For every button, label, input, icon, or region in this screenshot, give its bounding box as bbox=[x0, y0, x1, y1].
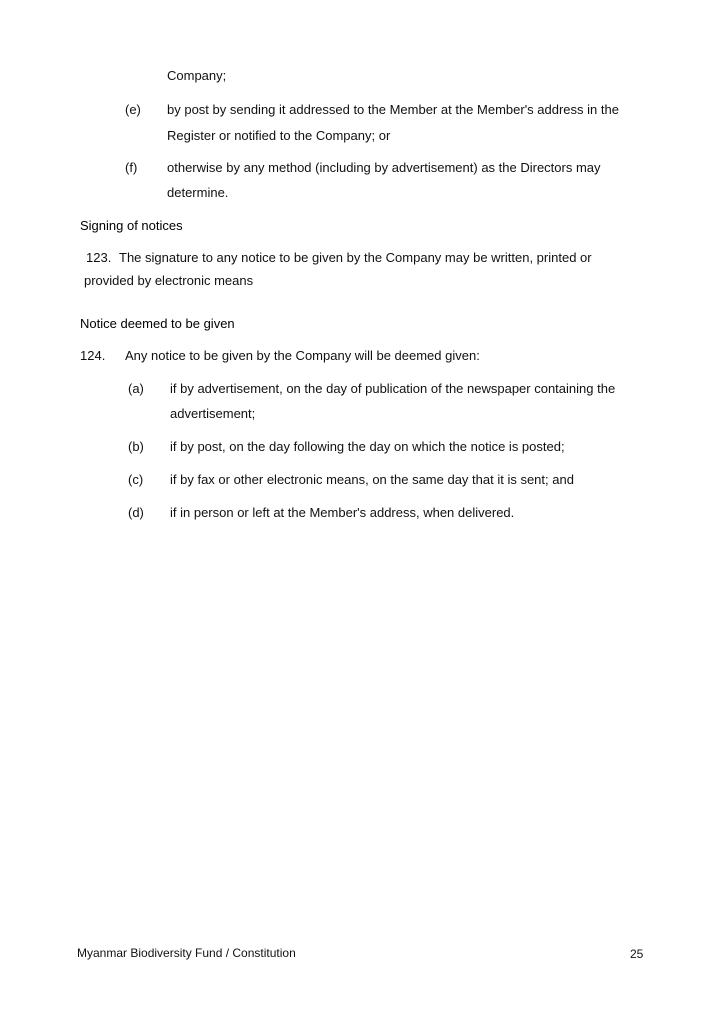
item-text-line: if by fax or other electronic means, on the same day that it is sent; and bbox=[170, 472, 574, 487]
section-heading-signing: Signing of notices bbox=[80, 218, 183, 233]
item-label: (f) bbox=[125, 160, 138, 175]
clause-text-line: The signature to any notice to be given by the Company may be written, printed or bbox=[119, 250, 592, 265]
item-text-line: if in person or left at the Member's address, when delivered. bbox=[170, 505, 515, 520]
item-label: (e) bbox=[125, 102, 141, 117]
continuation-line: Company; bbox=[167, 68, 227, 83]
item-text-line: advertisement; bbox=[170, 406, 256, 421]
item-text-line: by post by sending it addressed to the Member at the Member's address in the bbox=[167, 102, 619, 117]
item-label: (a) bbox=[128, 381, 144, 396]
clause-number: 123. bbox=[86, 250, 112, 265]
item-label: (b) bbox=[128, 439, 144, 454]
item-text-line: determine. bbox=[167, 185, 229, 200]
item-label: (d) bbox=[128, 505, 144, 520]
item-label: (c) bbox=[128, 472, 144, 487]
section-heading-deemed: Notice deemed to be given bbox=[80, 316, 235, 331]
item-text-line: Register or notified to the Company; or bbox=[167, 128, 391, 143]
item-text-line: if by post, on the day following the day on which the notice is posted; bbox=[170, 439, 565, 454]
item-text-line: if by advertisement, on the day of publication of the newspaper containing the bbox=[170, 381, 616, 396]
clause-number: 124. bbox=[80, 348, 106, 363]
footer-title: Myanmar Biodiversity Fund / Constitution bbox=[77, 946, 296, 960]
page-number: 25 bbox=[630, 947, 644, 961]
clause-text-line: provided by electronic means bbox=[84, 273, 254, 288]
clause-intro: Any notice to be given by the Company will be deemed given: bbox=[125, 348, 480, 363]
item-text-line: otherwise by any method (including by advertisement) as the Directors may bbox=[167, 160, 601, 175]
